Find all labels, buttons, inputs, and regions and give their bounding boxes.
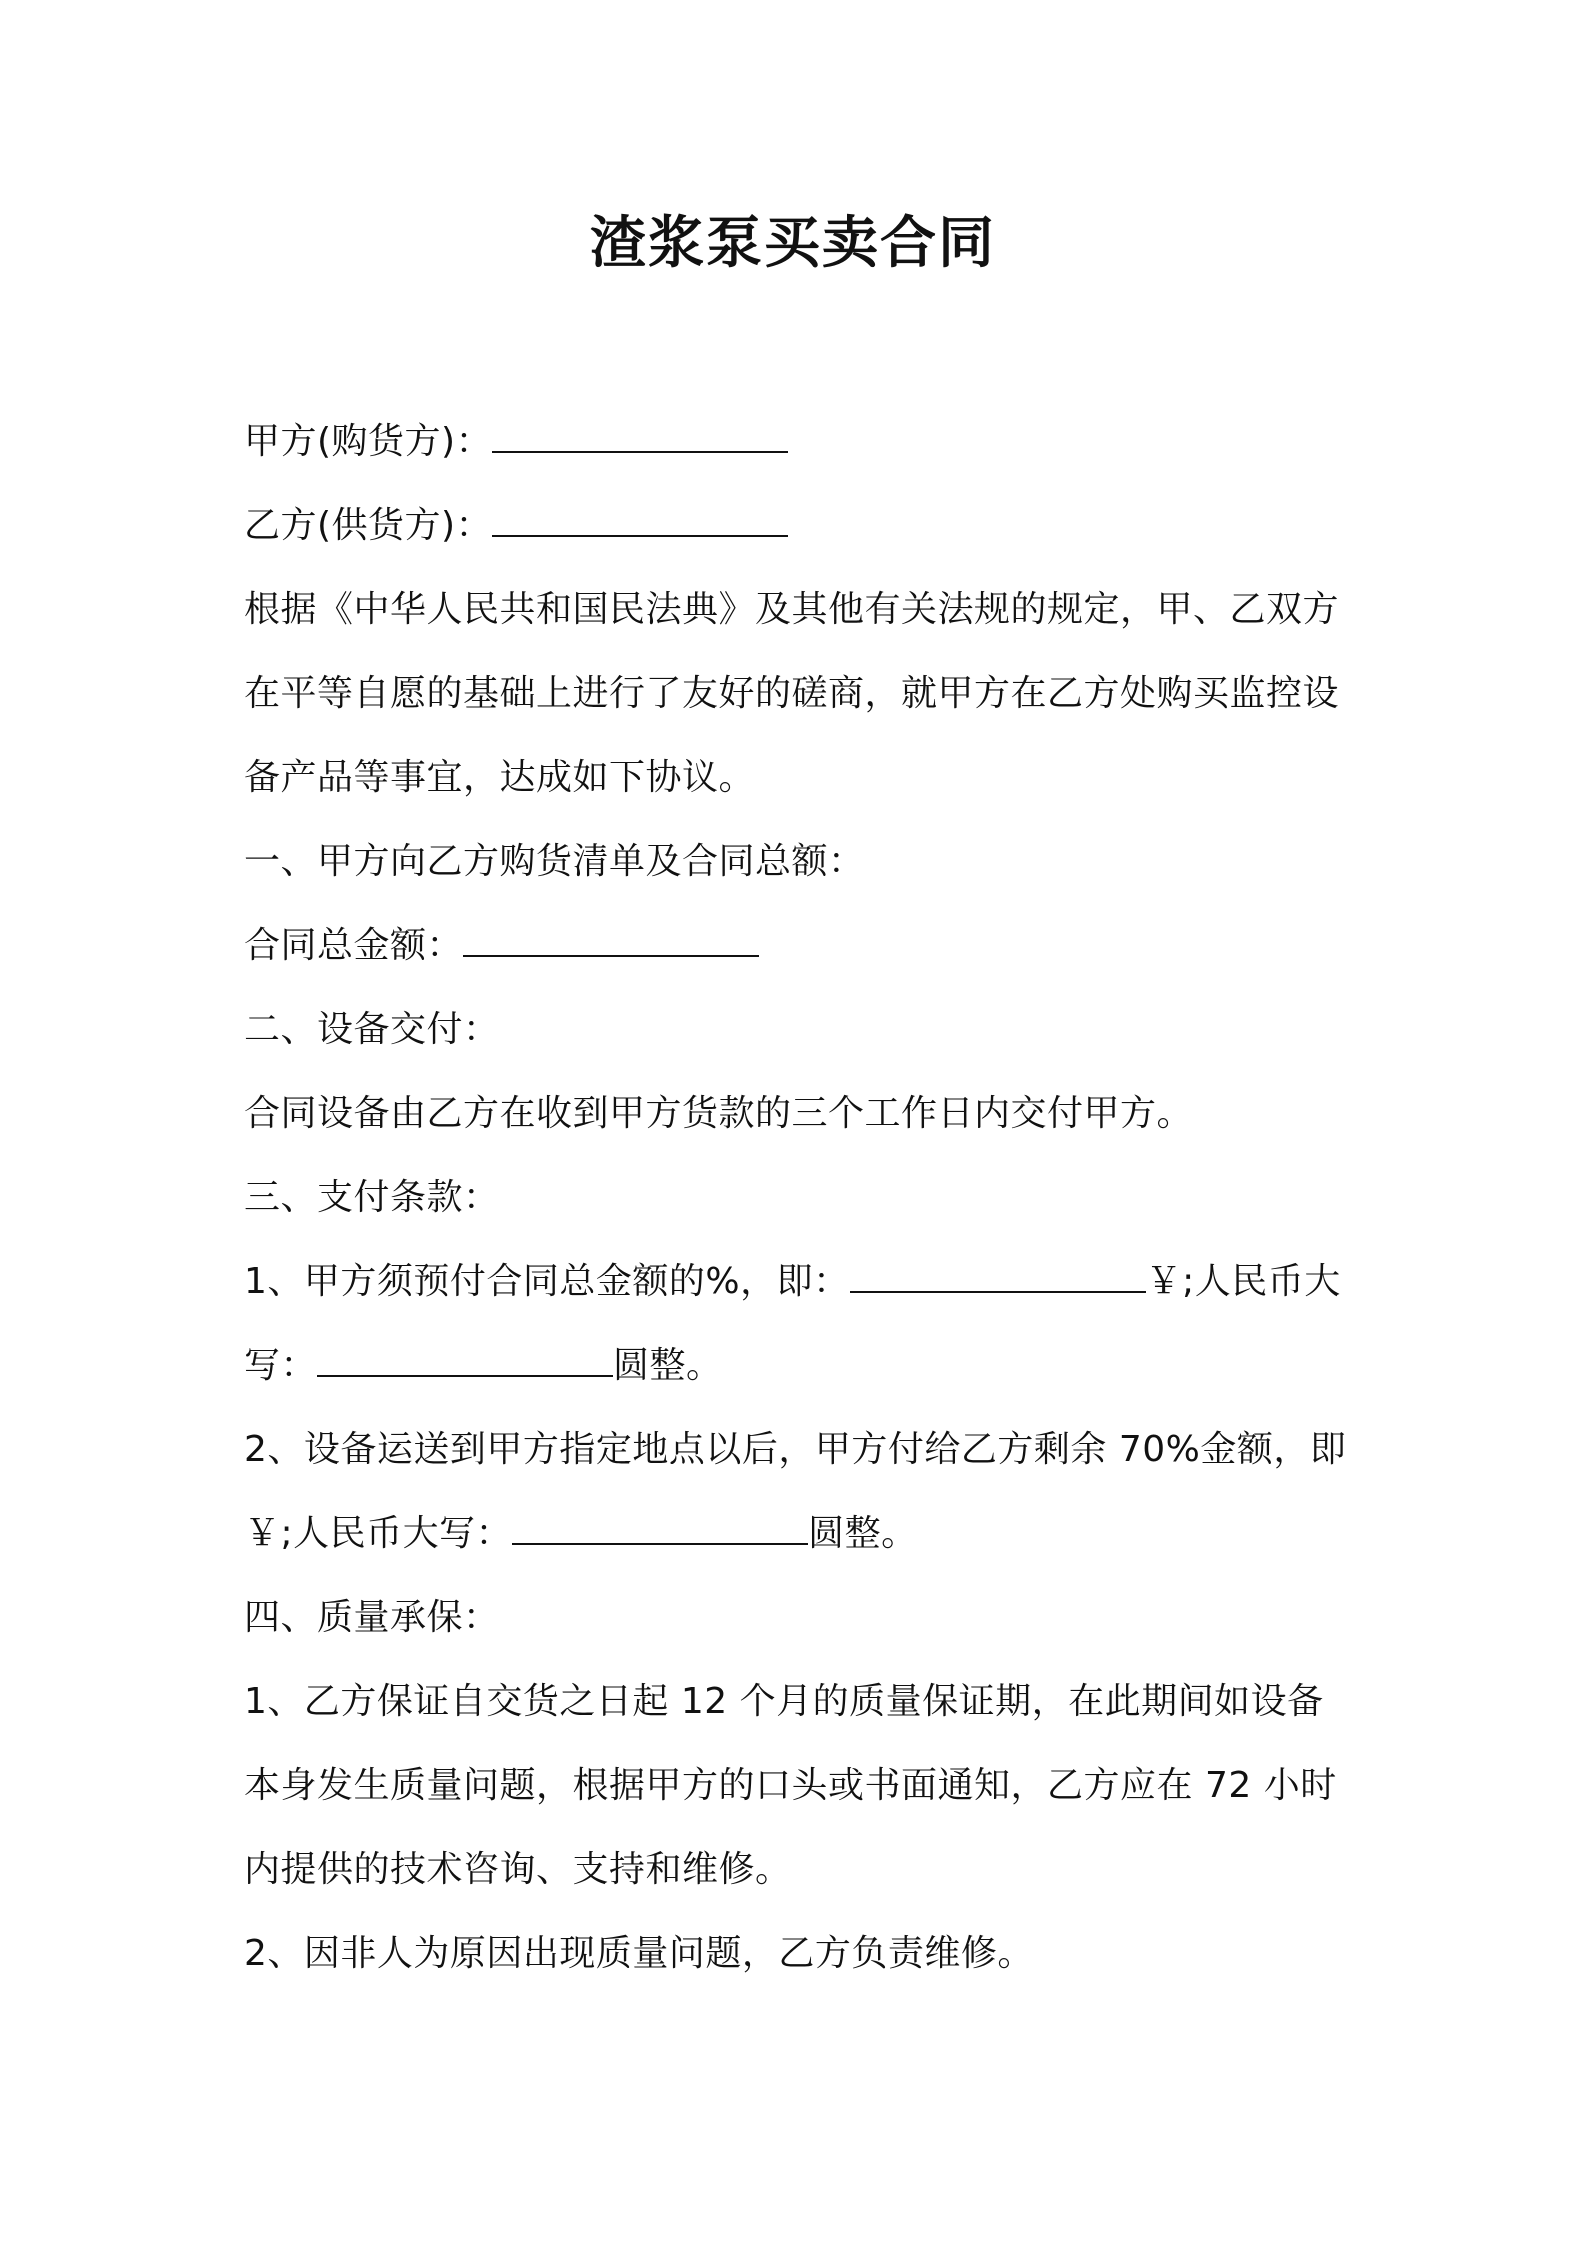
section-2-heading: 二、设备交付： (244, 1009, 500, 1050)
payment-clause-2-suffix: 圆整。 (808, 1513, 918, 1554)
warranty-clause-1-line-3: 内提供的技术咨询、支持和维修。 (244, 1849, 792, 1890)
party-b-blank[interactable] (492, 509, 788, 537)
warranty-clause-2: 2、因非人为原因出现质量问题，乙方负责维修。 (244, 1933, 1034, 1974)
payment-clause-2-label: ￥;人民币大写： (244, 1513, 513, 1554)
delivery-text: 合同设备由乙方在收到甲方货款的三个工作日内交付甲方。 (244, 1093, 1194, 1134)
preamble-line-1: 根据《中华人民共和国民法典》及其他有关法规的规定，甲、乙双方 (244, 589, 1340, 630)
party-a-line (244, 400, 1362, 484)
preamble-line-3: 备产品等事宜，达成如下协议。 (244, 757, 756, 798)
section-1-heading: 一、甲方向乙方购货清单及合同总额： (244, 841, 865, 882)
warranty-clause-1-line-1: 1、乙方保证自交货之日起 12 个月的质量保证期，在此期间如设备 (244, 1681, 1324, 1722)
payment-clause-1-text: 1、甲方须预付合同总金额的%，即： (244, 1261, 850, 1302)
total-amount-line (244, 904, 1362, 988)
party-a-label: 甲方(购货方)： (244, 421, 493, 462)
payment-clause-1-line-1 (244, 1240, 1362, 1324)
payment-clause-1-line-2 (244, 1324, 1362, 1408)
prepayment-blank[interactable] (850, 1265, 1146, 1293)
payment-clause-2-line-2 (244, 1492, 1362, 1576)
contract-body (244, 400, 1362, 1996)
payment-clause-1-write-label: 写： (244, 1345, 318, 1386)
payment-clause-2-line-1: 2、设备运送到甲方指定地点以后，甲方付给乙方剩余 70%金额，即 (244, 1429, 1347, 1470)
party-a-blank[interactable] (492, 425, 788, 453)
contract-title: 渣浆泵买卖合同 (590, 211, 996, 276)
section-4-heading: 四、质量承保： (244, 1597, 500, 1638)
prepayment-words-blank[interactable] (317, 1349, 613, 1377)
total-amount-blank[interactable] (463, 929, 759, 957)
payment-clause-1-suffix: 圆整。 (613, 1345, 723, 1386)
party-b-label: 乙方(供货方)： (244, 505, 493, 546)
warranty-clause-1-line-2: 本身发生质量问题，根据甲方的口头或书面通知，乙方应在 72 小时 (244, 1765, 1337, 1806)
section-3-heading: 三、支付条款： (244, 1177, 500, 1218)
balance-words-blank[interactable] (512, 1517, 808, 1545)
party-b-line (244, 484, 1362, 568)
total-amount-label: 合同总金额： (244, 925, 464, 966)
payment-clause-1-currency: ￥;人民币大 (1145, 1261, 1341, 1302)
preamble-line-2: 在平等自愿的基础上进行了友好的磋商，就甲方在乙方处购买监控设 (244, 673, 1340, 714)
